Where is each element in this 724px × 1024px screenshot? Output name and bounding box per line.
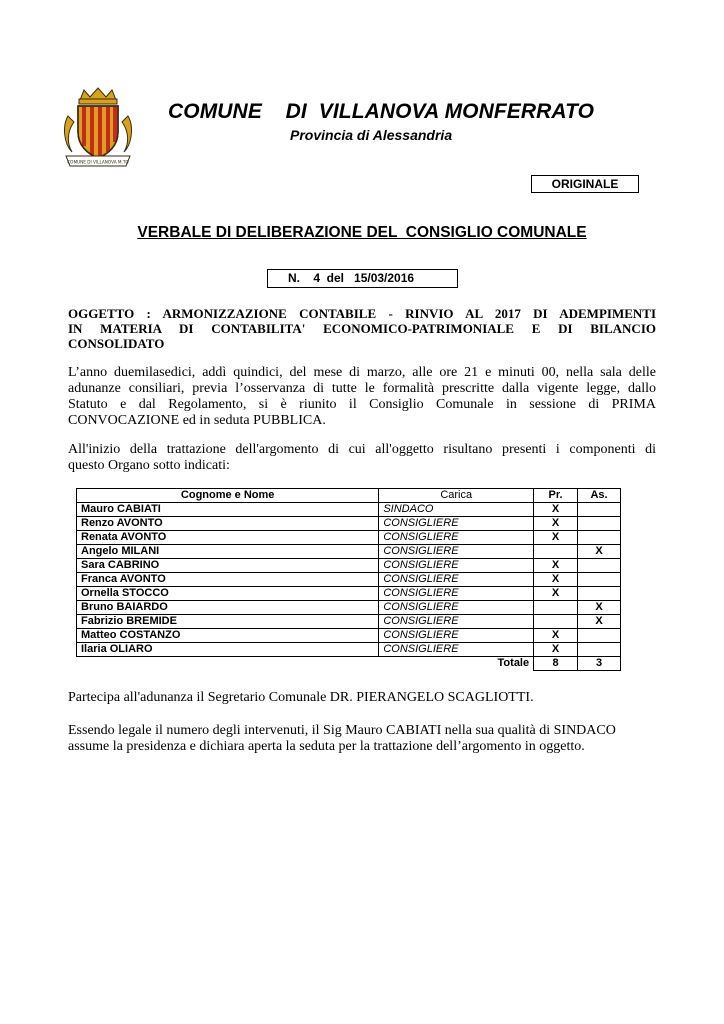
member-absent-mark: X bbox=[578, 545, 621, 559]
closing-line: assume la presidenza e dichiara aperta la seduta per la trattazione dell’argomento in oggetto. bbox=[68, 739, 585, 754]
total-absent: 3 bbox=[578, 657, 621, 671]
member-present-mark bbox=[534, 615, 578, 629]
document-heading: VERBALE DI DELIBERAZIONE DEL CONSIGLIO COMUNALE bbox=[137, 224, 587, 241]
subject-line: CONSOLIDATO bbox=[68, 336, 165, 351]
table-row bbox=[77, 531, 621, 545]
member-role: CONSIGLIERE bbox=[379, 643, 534, 657]
member-role: CONSIGLIERE bbox=[379, 601, 534, 615]
member-present-mark bbox=[534, 545, 578, 559]
attendance-total-row bbox=[77, 657, 621, 671]
member-name: Ilaria OLIARO bbox=[77, 643, 379, 657]
member-present-mark: X bbox=[534, 587, 578, 601]
closing-line: Essendo legale il numero degli intervenuti, il Sig Mauro CABIATI nella sua qualità di SINDACO bbox=[68, 723, 616, 738]
member-name: Mauro CABIATI bbox=[77, 503, 379, 517]
member-absent-mark bbox=[578, 559, 621, 573]
total-label: Totale bbox=[379, 657, 534, 671]
member-absent-mark: X bbox=[578, 601, 621, 615]
member-absent-mark bbox=[578, 573, 621, 587]
member-absent-mark: X bbox=[578, 615, 621, 629]
subject-line: IN MATERIA DI CONTABILITA' ECONOMICO-PATRIMONIALE E DI BILANCIO bbox=[68, 321, 656, 336]
subject-block bbox=[68, 306, 656, 351]
page-subtitle: Provincia di Alessandria bbox=[290, 127, 453, 143]
presenti-line: All'inizio della trattazione dell'argomento di cui all'oggetto risultano presenti i componenti di bbox=[68, 442, 656, 457]
page-title: COMUNE DI VILLANOVA MONFERRATO bbox=[168, 100, 595, 123]
table-row bbox=[77, 517, 621, 531]
table-row bbox=[77, 615, 621, 629]
attendance-body bbox=[77, 503, 621, 657]
member-role: SINDACO bbox=[379, 503, 534, 517]
attendance-table bbox=[76, 488, 621, 671]
member-present-mark: X bbox=[534, 643, 578, 657]
member-present-mark: X bbox=[534, 573, 578, 587]
member-name: Angelo MILANI bbox=[77, 545, 379, 559]
table-row bbox=[77, 601, 621, 615]
member-role: CONSIGLIERE bbox=[379, 531, 534, 545]
member-name: Franca AVONTO bbox=[77, 573, 379, 587]
attendance-header-row bbox=[77, 489, 621, 503]
table-row bbox=[77, 559, 621, 573]
intro-line: CONVOCAZIONE ed in seduta PUBBLICA. bbox=[68, 413, 326, 428]
table-row bbox=[77, 629, 621, 643]
closing-paragraph bbox=[68, 723, 656, 755]
member-present-mark: X bbox=[534, 517, 578, 531]
total-spacer bbox=[77, 657, 379, 671]
member-role: CONSIGLIERE bbox=[379, 545, 534, 559]
header-absent: As. bbox=[578, 489, 621, 503]
table-row bbox=[77, 643, 621, 657]
member-name: Ornella STOCCO bbox=[77, 587, 379, 601]
member-absent-mark bbox=[578, 643, 621, 657]
member-name: Renzo AVONTO bbox=[77, 517, 379, 531]
segretario-line: Partecipa all'adunanza il Segretario Comunale DR. PIERANGELO SCAGLIOTTI. bbox=[68, 690, 534, 705]
member-present-mark: X bbox=[534, 559, 578, 573]
member-role: CONSIGLIERE bbox=[379, 559, 534, 573]
member-present-mark: X bbox=[534, 629, 578, 643]
header-present: Pr. bbox=[534, 489, 578, 503]
member-role: CONSIGLIERE bbox=[379, 573, 534, 587]
member-absent-mark bbox=[578, 517, 621, 531]
member-role: CONSIGLIERE bbox=[379, 587, 534, 601]
municipal-crest-icon bbox=[62, 86, 134, 170]
table-row bbox=[77, 573, 621, 587]
segretario-paragraph bbox=[68, 690, 656, 706]
deliberation-number-text: N. 4 del 15/03/2016 bbox=[288, 271, 415, 285]
presenti-paragraph bbox=[68, 442, 656, 474]
member-role: CONSIGLIERE bbox=[379, 629, 534, 643]
status-badge: ORIGINALE bbox=[531, 175, 639, 193]
table-row bbox=[77, 503, 621, 517]
table-row bbox=[77, 587, 621, 601]
member-absent-mark bbox=[578, 531, 621, 545]
deliberation-number bbox=[267, 269, 458, 288]
intro-paragraph bbox=[68, 365, 656, 429]
member-present-mark bbox=[534, 601, 578, 615]
header-role: Carica bbox=[379, 489, 534, 503]
intro-line: L’anno duemilasedici, addì quindici, del mese di marzo, alle ore 21 e minuti 00, nella sala delle bbox=[68, 365, 656, 380]
member-name: Matteo COSTANZO bbox=[77, 629, 379, 643]
table-row bbox=[77, 545, 621, 559]
member-absent-mark bbox=[578, 587, 621, 601]
member-absent-mark bbox=[578, 503, 621, 517]
member-role: CONSIGLIERE bbox=[379, 517, 534, 531]
member-name: Fabrizio BREMIDE bbox=[77, 615, 379, 629]
crest-motto: COMUNE DI VILLANOVA M.TO bbox=[67, 159, 129, 165]
member-name: Bruno BAIARDO bbox=[77, 601, 379, 615]
member-present-mark: X bbox=[534, 503, 578, 517]
presenti-line: questo Organo sotto indicati: bbox=[68, 458, 230, 473]
member-name: Renata AVONTO bbox=[77, 531, 379, 545]
subject-line: OGGETTO : ARMONIZZAZIONE CONTABILE - RINVIO AL 2017 DI ADEMPIMENTI bbox=[68, 306, 656, 321]
total-present: 8 bbox=[534, 657, 578, 671]
header-name: Cognome e Nome bbox=[77, 489, 379, 503]
member-role: CONSIGLIERE bbox=[379, 615, 534, 629]
member-absent-mark bbox=[578, 629, 621, 643]
intro-line: Statuto e dal Regolamento, si è riunito il Consiglio Comunale in sessione di PRIMA bbox=[68, 397, 656, 412]
member-present-mark: X bbox=[534, 531, 578, 545]
intro-line: adunanze consiliari, previa l’osservanza di tutte le formalità prescritte dalla vigente legge, dallo bbox=[68, 381, 656, 396]
member-name: Sara CABRINO bbox=[77, 559, 379, 573]
